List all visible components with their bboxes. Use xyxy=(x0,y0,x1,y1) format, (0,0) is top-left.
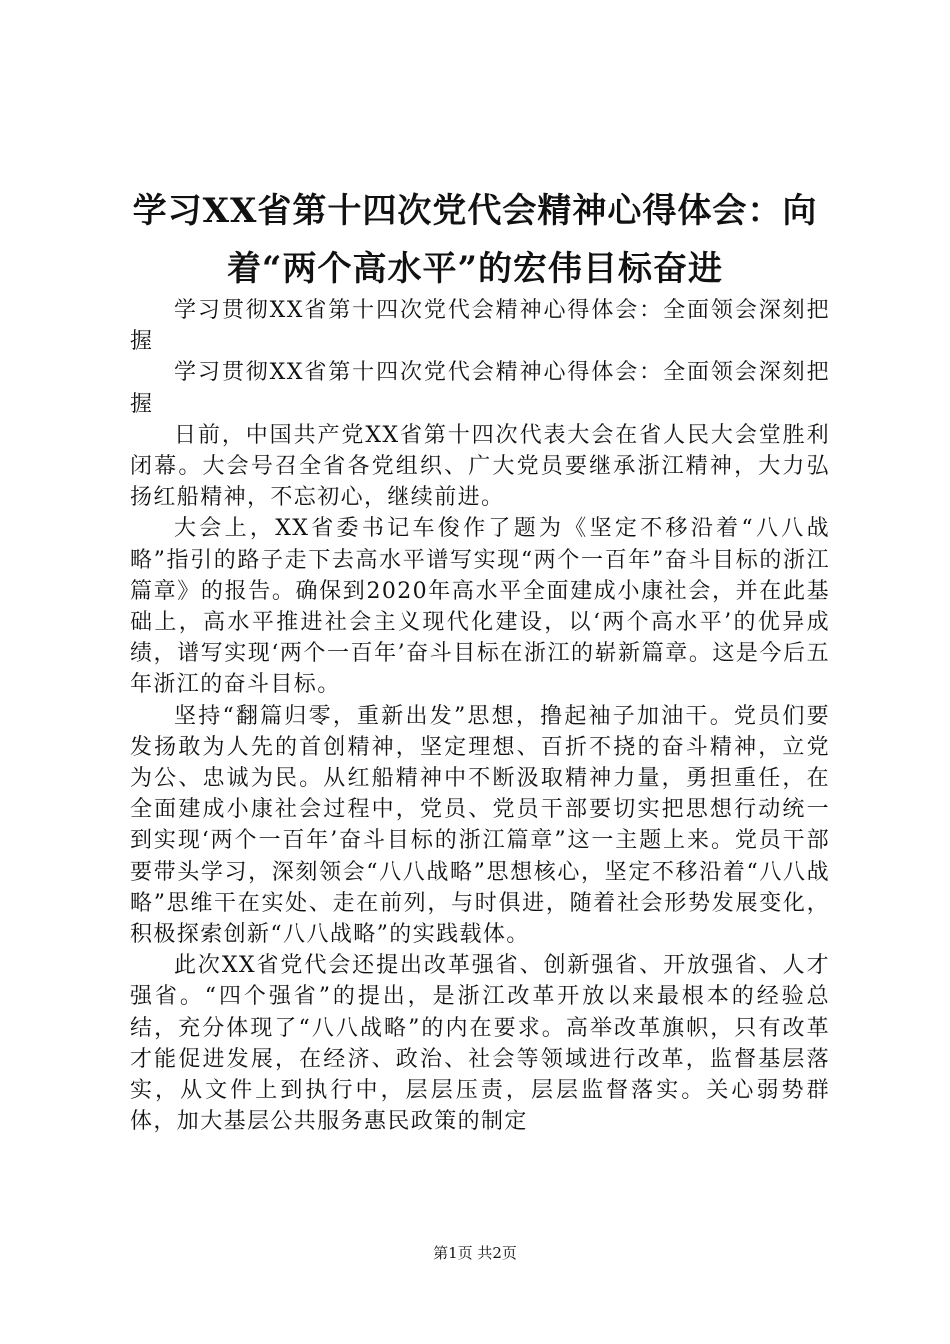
paragraph: 此次XX省党代会还提出改革强省、创新强省、开放强省、人才强省。“四个强省”的提出，是浙江改革开放以来最根本的经验总结，充分体现了“八八战略”的内在要求。高举改革旗帜，只有改革才能促进发展，在经济、政治、社会等领域进行改革，监督基层落实，从文件上到执行中，层层压责，层层监督落实。关心弱势群体，加大基层公共服务惠民政策的制定 xyxy=(130,953,830,1135)
paragraph: 大会上，XX省委书记车俊作了题为《坚定不移沿着“八八战略”指引的路子走下去高水平谱写实现“两个一百年”奋斗目标的浙江篇章》的报告。确保到2020年高水平全面建成小康社会，并在此基础上，高水平推进社会主义现代化建设，以‘两个高水平’的优异成绩，谱写实现‘两个一百年’奋斗目标在浙江的崭新篇章。这是今后五年浙江的奋斗目标。 xyxy=(130,516,830,698)
document-body xyxy=(130,295,830,1137)
paragraph: 学习贯彻XX省第十四次党代会精神心得体会：全面领会深刻把握 xyxy=(130,298,830,355)
paragraph: 日前，中国共产党XX省第十四次代表大会在省人民大会堂胜利闭幕。大会号召全省各党组织、广大党员要继承浙江精神，大力弘扬红船精神，不忘初心，继续前进。 xyxy=(130,422,830,511)
page-footer: 第1页 共2页 xyxy=(433,1244,517,1262)
paragraph: 学习贯彻XX省第十四次党代会精神心得体会：全面领会深刻把握 xyxy=(130,360,830,417)
document-title: 学习XX省第十四次党代会精神心得体会：向着“两个高水平”的宏伟目标奋进 xyxy=(132,191,818,289)
paragraph: 坚持“翻篇归零，重新出发”思想，撸起袖子加油干。党员们要发扬敢为人先的首创精神，坚定理想、百折不挠的奋斗精神，立党为公、忠诚为民。从红船精神中不断汲取精神力量，勇担重任，在全面建成小康社会过程中，党员、党员干部要切实把思想行动统一到实现‘两个一百年’奋斗目标的浙江篇章”这一主题上来。党员干部要带头学习，深刻领会“八八战略”思想核心，坚定不移沿着“八八战略”思维干在实处、走在前列，与时俱进，随着社会形势发展变化，积极探索创新“八八战略”的实践载体。 xyxy=(130,703,830,948)
